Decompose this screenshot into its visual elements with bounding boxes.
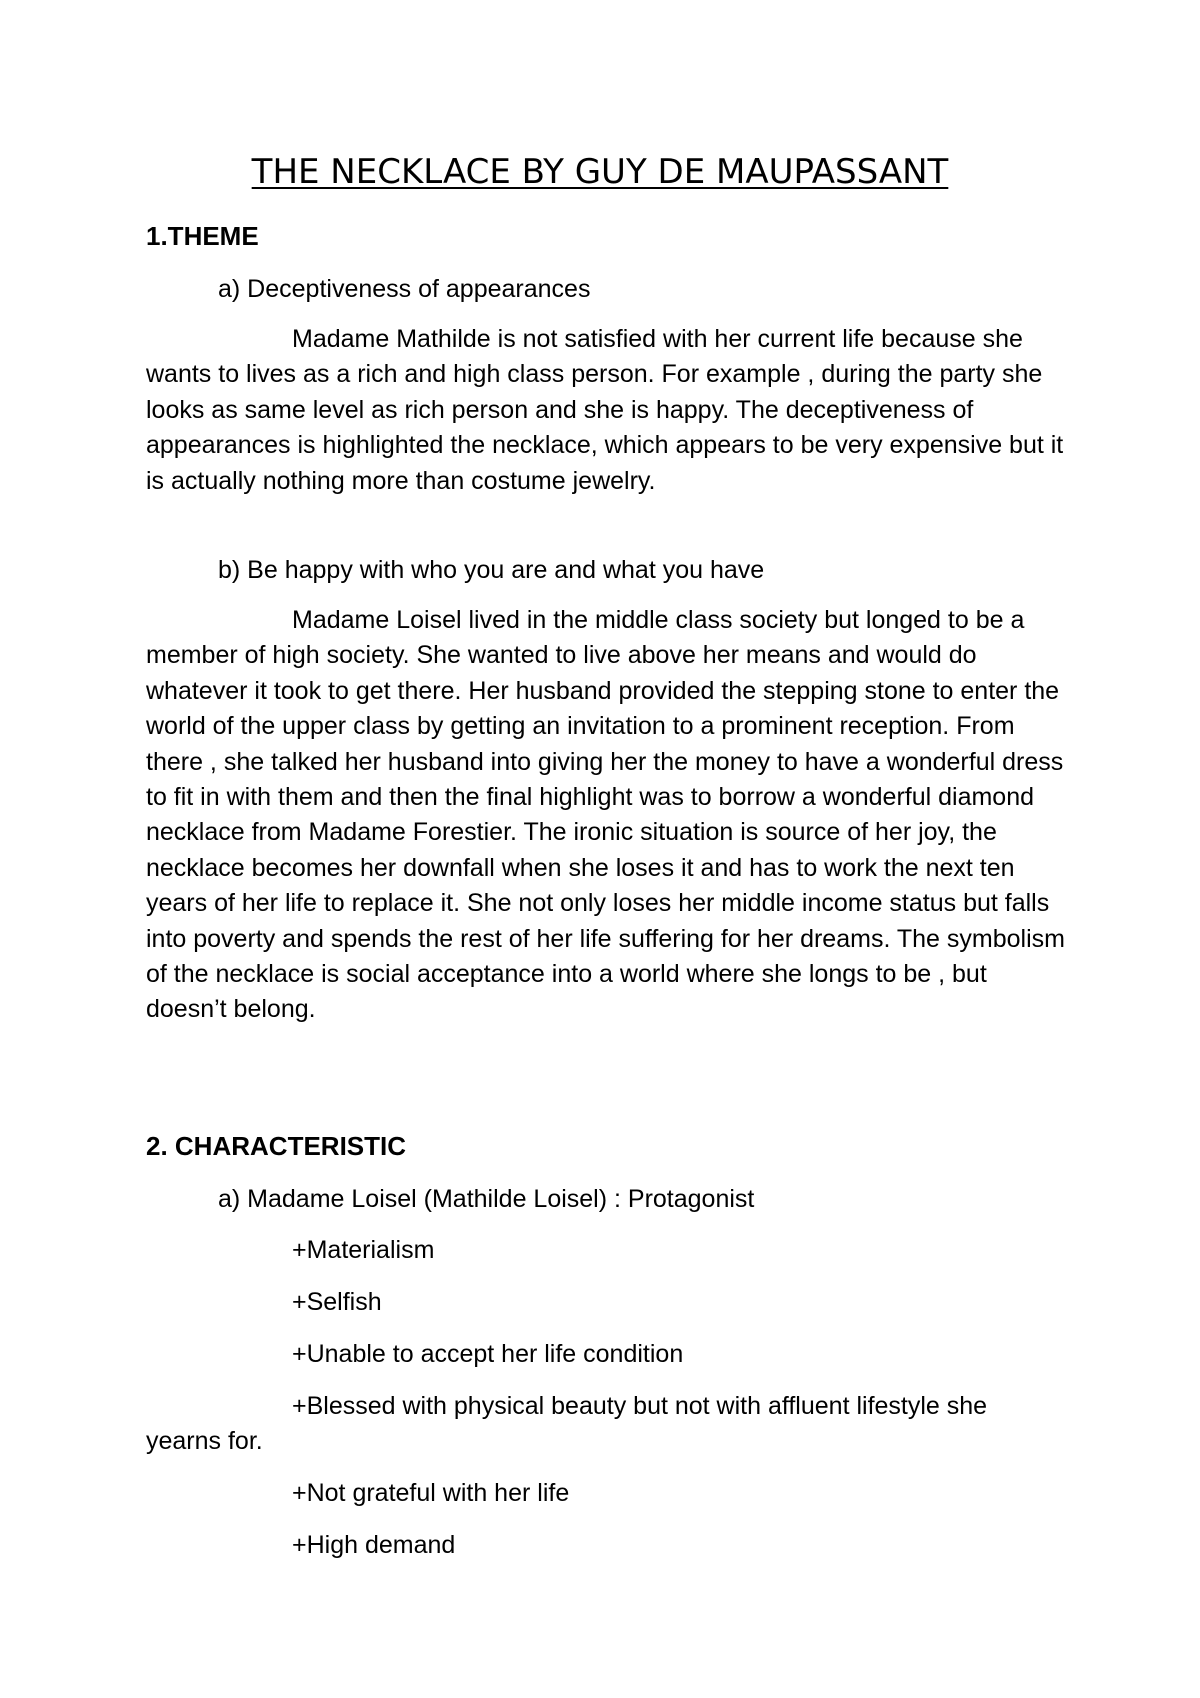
trait-item: +Not grateful with her life bbox=[292, 1479, 570, 1507]
trait-item: +Unable to accept her life condition bbox=[292, 1340, 684, 1368]
document-title: THE NECKLACE BY GUY DE MAUPASSANT bbox=[251, 152, 949, 192]
subsection-label-madame-loisel: a) Madame Loisel (Mathilde Loisel) : Protagonist bbox=[218, 1185, 755, 1213]
subsection-label-be-happy: b) Be happy with who you are and what you have bbox=[218, 556, 765, 584]
trait-item: +Selfish bbox=[292, 1288, 382, 1316]
paragraph-be-happy: Madame Loisel lived in the middle class society but longed to be a member of high society. She wanted to live above her means and would do whatever it took to get there. Her husband provided the stepping stone to enter the world of the upper class by getting an invitation to a prominent reception. From there , she talked her husband into giving her the money to have a wonderful dress to fit in with them and then the final highlight was to borrow a wonderful diamond necklace from Madame Forestier. The ironic situation is source of her joy, the necklace becomes her downfall when she loses it and has to work the next ten years of her life to replace it. She not only loses her middle income status but falls into poverty and spends the rest of her life suffering for her dreams. The symbolism of the necklace is social acceptance into a world where she longs to be , but doesn’t belong. bbox=[146, 606, 1065, 1024]
section-heading-characteristic: 2. CHARACTERISTIC bbox=[146, 1131, 407, 1161]
paragraph-deceptiveness: Madame Mathilde is not satisfied with her current life because she wants to lives as a rich and high class person. For example , during the party she looks as same level as rich person and she is happy. The deceptiveness of appearances is highlighted the necklace, which appears to be very expensive but it is actually nothing more than costume jewelry. bbox=[146, 325, 1064, 495]
trait-item: +High demand bbox=[292, 1531, 456, 1559]
section-heading-theme: 1.THEME bbox=[146, 221, 259, 251]
trait-item: +Blessed with physical beauty but not with affluent lifestyle she yearns for. bbox=[146, 1392, 988, 1456]
trait-item: +Materialism bbox=[292, 1236, 435, 1264]
subsection-label-deceptiveness: a) Deceptiveness of appearances bbox=[218, 275, 591, 303]
